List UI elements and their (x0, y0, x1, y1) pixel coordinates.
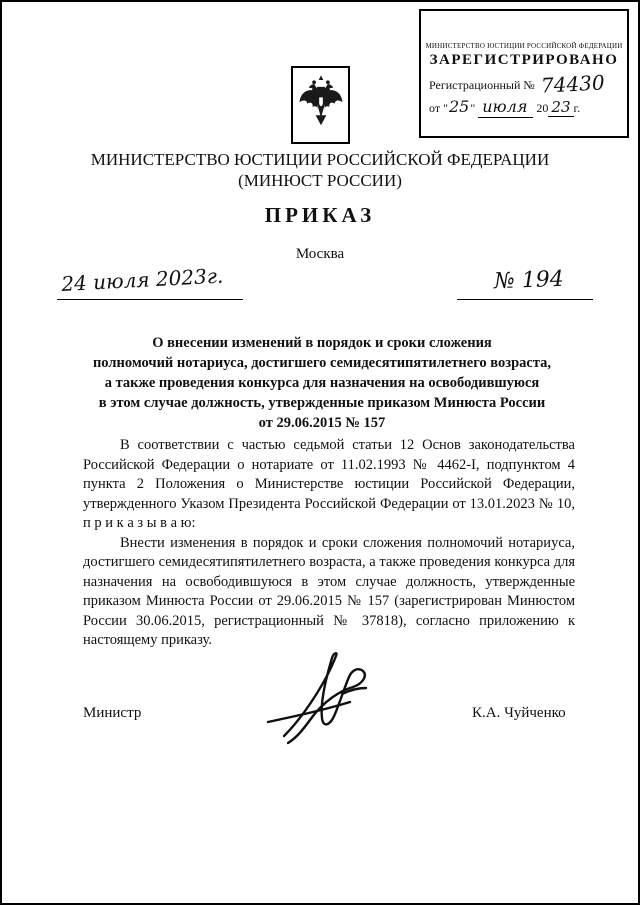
stamp-date-row (421, 97, 627, 116)
body-paragraph-1: В соответствии с частью седьмой статьи 12 Основ законодательства Российской Федерации о нотариате от 11.02.1993 № 4462-I, подпунктом 4 пункта 2 Положения о Министерстве юстиции Российской Федерации, утвержденного Указом Президента Российской Федерации от 13.01.2023 № 10, п р и к а з ы в а ю: (83, 437, 575, 531)
stamp-ministry-name: МИНИСТЕРСТВО ЮСТИЦИИ РОССИЙСКОЙ ФЕДЕРАЦИИ (425, 42, 623, 50)
stamp-reg-number-label: Регистрационный № (429, 78, 535, 92)
body-paragraph-2: Внести изменения в порядок и сроки сложения полномочий нотариуса, достигшего семидесятипятилетнего возраста, а также проведения конкурса для назначения на освободившуюся в этом случае должность, утвержденные приказом Минюста России от 29.06.2015 № 157 (зарегистрирован Минюстом России 30.06.2015, регистрационный № 37818), согласно приложению к настоящему приказу. (83, 534, 575, 648)
document-title (52, 333, 592, 433)
document-title-line: полномочий нотариуса, достигшего семидесятипятилетнего возраста, (92, 355, 552, 371)
organization-name-line1: МИНИСТЕРСТВО ЮСТИЦИИ РОССИЙСКОЙ ФЕДЕРАЦИИ (90, 150, 550, 169)
document-title-line: а также проведения конкурса для назначения на освободившуюся (104, 375, 540, 391)
organization-name-line2: (МИНЮСТ РОССИИ) (238, 171, 402, 190)
date-underline (57, 299, 243, 300)
organization-name (2, 149, 638, 191)
stamp-reg-number-value: 74430 (540, 70, 606, 98)
handwritten-date: 24 июля 2023г. (60, 263, 224, 296)
number-underline (457, 299, 593, 300)
stamp-date-day: 25 (448, 97, 470, 116)
stamp-date-year-suffix: г. (573, 101, 581, 115)
document-city: Москва (295, 246, 345, 262)
stamp-date-from-label: от " (429, 101, 448, 115)
stamp-date-year-handwritten: 23 (548, 98, 573, 117)
document-title-line: в этом случае должность, утвержденные приказом Минюста России (98, 395, 546, 411)
document-type-heading: ПРИКАЗ (264, 203, 376, 227)
stamp-registration-number-row (421, 70, 627, 98)
stamp-date-year-printed: 20 (536, 101, 549, 115)
handwritten-number: № 194 (493, 266, 565, 295)
stamp-registered-label: ЗАРЕГИСТРИРОВАНО (429, 52, 619, 68)
document-title-line: от 29.06.2015 № 157 (258, 415, 386, 431)
coat-of-arms-box (291, 66, 350, 144)
signer-name: К.А. Чуйченко (472, 705, 566, 721)
stamp-date-month: июля (478, 97, 533, 118)
document-body (83, 436, 575, 651)
registration-stamp (419, 9, 629, 138)
stamp-date-quote: " (470, 101, 476, 115)
document-title-line: О внесении изменений в порядок и сроки сложения (152, 335, 492, 351)
signature-icon (254, 650, 414, 750)
signer-role: Министр (83, 705, 142, 721)
double-headed-eagle-icon (298, 72, 344, 139)
